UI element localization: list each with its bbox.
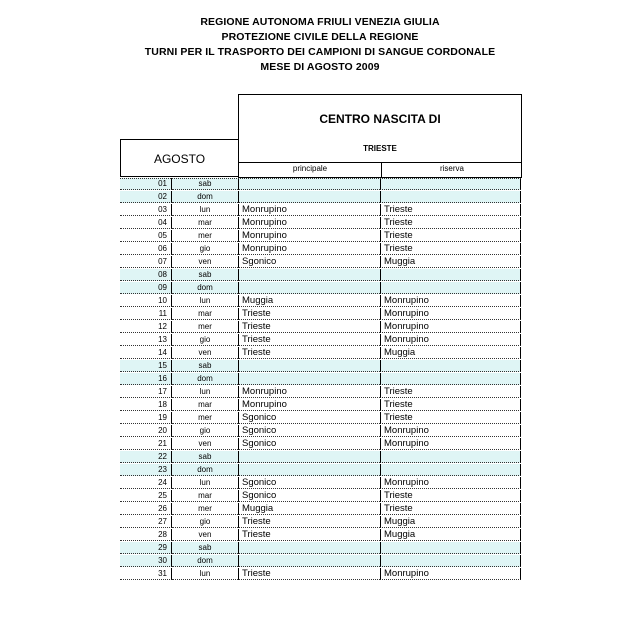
table-row xyxy=(120,217,521,230)
primary-cell: Muggia xyxy=(238,295,380,307)
day-cell: 09 xyxy=(120,282,172,294)
table-row xyxy=(120,490,521,503)
day-cell: 04 xyxy=(120,217,172,229)
reserve-cell: Muggia xyxy=(380,347,521,359)
weekday-cell: ven xyxy=(172,529,238,541)
table-row xyxy=(120,568,521,581)
table-row xyxy=(120,373,521,386)
reserve-cell xyxy=(380,542,521,554)
day-cell: 14 xyxy=(120,347,172,359)
table-row xyxy=(120,425,521,438)
reserve-cell: Trieste xyxy=(380,230,521,242)
weekday-cell: ven xyxy=(172,438,238,450)
reserve-cell xyxy=(380,464,521,476)
weekday-cell: lun xyxy=(172,477,238,489)
table-row xyxy=(120,477,521,490)
primary-cell xyxy=(238,451,380,463)
day-cell: 10 xyxy=(120,295,172,307)
table-row xyxy=(120,347,521,360)
primary-cell xyxy=(238,373,380,385)
header-line-month: MESE DI AGOSTO 2009 xyxy=(260,61,380,73)
day-cell: 18 xyxy=(120,399,172,411)
header-line-title: TURNI PER IL TRASPORTO DEI CAMPIONI DI SANGUE CORDONALE xyxy=(144,46,496,58)
primary-cell: Monrupino xyxy=(238,399,380,411)
reserve-cell xyxy=(380,360,521,372)
primary-cell xyxy=(238,269,380,281)
table-row xyxy=(120,451,521,464)
reserve-cell: Trieste xyxy=(380,503,521,515)
primary-cell: Trieste xyxy=(238,334,380,346)
col-header-reserve: riserva xyxy=(439,164,464,173)
primary-cell: Monrupino xyxy=(238,386,380,398)
table-row xyxy=(120,516,521,529)
primary-cell xyxy=(238,360,380,372)
table-row xyxy=(120,230,521,243)
table-row xyxy=(120,243,521,256)
table-row xyxy=(120,438,521,451)
weekday-cell: ven xyxy=(172,256,238,268)
primary-cell: Monrupino xyxy=(238,217,380,229)
day-cell: 21 xyxy=(120,438,172,450)
primary-cell: Trieste xyxy=(238,308,380,320)
reserve-cell: Monrupino xyxy=(380,295,521,307)
day-cell: 30 xyxy=(120,555,172,567)
weekday-cell: mar xyxy=(172,490,238,502)
primary-cell xyxy=(238,464,380,476)
primary-cell: Monrupino xyxy=(238,230,380,242)
table-row xyxy=(120,308,521,321)
table-row xyxy=(120,555,521,568)
weekday-cell: dom xyxy=(172,464,238,476)
primary-cell: Trieste xyxy=(238,321,380,333)
table-row xyxy=(120,399,521,412)
weekday-cell: gio xyxy=(172,516,238,528)
column-header-row xyxy=(239,162,521,179)
reserve-cell: Monrupino xyxy=(380,477,521,489)
weekday-cell: mer xyxy=(172,321,238,333)
centre-title: CENTRO NASCITA DI xyxy=(319,112,441,126)
weekday-cell: gio xyxy=(172,243,238,255)
reserve-cell: Monrupino xyxy=(380,425,521,437)
weekday-cell: dom xyxy=(172,555,238,567)
reserve-cell: Muggia xyxy=(380,516,521,528)
day-cell: 13 xyxy=(120,334,172,346)
primary-cell: Sgonico xyxy=(238,490,380,502)
weekday-cell: lun xyxy=(172,568,238,580)
centre-header-box xyxy=(238,94,522,178)
weekday-cell: mer xyxy=(172,412,238,424)
reserve-cell xyxy=(380,282,521,294)
day-cell: 03 xyxy=(120,204,172,216)
weekday-cell: gio xyxy=(172,425,238,437)
reserve-cell xyxy=(380,555,521,567)
table-row xyxy=(120,503,521,516)
reserve-cell: Trieste xyxy=(380,386,521,398)
reserve-cell: Muggia xyxy=(380,256,521,268)
table-row xyxy=(120,360,521,373)
table-row xyxy=(120,334,521,347)
weekday-cell: mer xyxy=(172,503,238,515)
weekday-cell: mar xyxy=(172,217,238,229)
reserve-cell: Monrupino xyxy=(380,321,521,333)
centre-name: TRIESTE xyxy=(363,144,397,153)
table-row xyxy=(120,386,521,399)
day-cell: 20 xyxy=(120,425,172,437)
reserve-cell xyxy=(380,451,521,463)
day-cell: 17 xyxy=(120,386,172,398)
table-row xyxy=(120,191,521,204)
month-label: AGOSTO xyxy=(153,152,206,166)
weekday-cell: dom xyxy=(172,282,238,294)
month-label-box xyxy=(120,139,239,177)
day-cell: 02 xyxy=(120,191,172,203)
table-row xyxy=(120,256,521,269)
primary-cell xyxy=(238,282,380,294)
weekday-cell: lun xyxy=(172,295,238,307)
reserve-cell: Muggia xyxy=(380,529,521,541)
primary-cell xyxy=(238,555,380,567)
reserve-cell: Trieste xyxy=(380,490,521,502)
primary-cell: Sgonico xyxy=(238,425,380,437)
day-cell: 01 xyxy=(120,178,172,190)
day-cell: 25 xyxy=(120,490,172,502)
weekday-cell: mar xyxy=(172,399,238,411)
col-header-primary: principale xyxy=(292,164,328,173)
table-row xyxy=(120,464,521,477)
weekday-cell: dom xyxy=(172,191,238,203)
primary-cell: Trieste xyxy=(238,347,380,359)
day-cell: 11 xyxy=(120,308,172,320)
table-row xyxy=(120,412,521,425)
weekday-cell: gio xyxy=(172,334,238,346)
day-cell: 15 xyxy=(120,360,172,372)
weekday-cell: sab xyxy=(172,178,238,190)
primary-cell xyxy=(238,191,380,203)
table-row xyxy=(120,282,521,295)
day-cell: 05 xyxy=(120,230,172,242)
reserve-cell: Monrupino xyxy=(380,438,521,450)
day-cell: 22 xyxy=(120,451,172,463)
reserve-cell: Monrupino xyxy=(380,334,521,346)
primary-cell: Sgonico xyxy=(238,438,380,450)
primary-cell: Monrupino xyxy=(238,243,380,255)
day-cell: 27 xyxy=(120,516,172,528)
weekday-cell: mar xyxy=(172,308,238,320)
weekday-cell: mer xyxy=(172,230,238,242)
weekday-cell: sab xyxy=(172,451,238,463)
weekday-cell: sab xyxy=(172,269,238,281)
reserve-cell: Trieste xyxy=(380,204,521,216)
weekday-cell: ven xyxy=(172,347,238,359)
day-cell: 26 xyxy=(120,503,172,515)
day-cell: 23 xyxy=(120,464,172,476)
primary-cell: Trieste xyxy=(238,516,380,528)
primary-cell xyxy=(238,542,380,554)
day-cell: 24 xyxy=(120,477,172,489)
reserve-cell: Monrupino xyxy=(380,308,521,320)
table-row xyxy=(120,204,521,217)
primary-cell: Trieste xyxy=(238,529,380,541)
weekday-cell: sab xyxy=(172,542,238,554)
reserve-cell: Trieste xyxy=(380,217,521,229)
reserve-cell xyxy=(380,373,521,385)
reserve-cell: Monrupino xyxy=(380,568,521,580)
primary-cell: Sgonico xyxy=(238,256,380,268)
weekday-cell: lun xyxy=(172,204,238,216)
day-cell: 19 xyxy=(120,412,172,424)
day-cell: 29 xyxy=(120,542,172,554)
primary-cell: Muggia xyxy=(238,503,380,515)
table-row xyxy=(120,542,521,555)
primary-cell: Sgonico xyxy=(238,412,380,424)
header-line-civil-protection: PROTEZIONE CIVILE DELLA REGIONE xyxy=(221,31,419,43)
day-cell: 28 xyxy=(120,529,172,541)
reserve-cell xyxy=(380,269,521,281)
table-row xyxy=(120,269,521,282)
primary-cell: Trieste xyxy=(238,568,380,580)
day-cell: 16 xyxy=(120,373,172,385)
day-cell: 08 xyxy=(120,269,172,281)
day-cell: 12 xyxy=(120,321,172,333)
primary-cell: Sgonico xyxy=(238,477,380,489)
day-cell: 31 xyxy=(120,568,172,580)
weekday-cell: sab xyxy=(172,360,238,372)
primary-cell: Monrupino xyxy=(238,204,380,216)
day-cell: 06 xyxy=(120,243,172,255)
reserve-cell xyxy=(380,191,521,203)
reserve-cell: Trieste xyxy=(380,412,521,424)
table-row xyxy=(120,321,521,334)
table-row xyxy=(120,529,521,542)
day-cell: 07 xyxy=(120,256,172,268)
weekday-cell: dom xyxy=(172,373,238,385)
header-line-region: REGIONE AUTONOMA FRIULI VENEZIA GIULIA xyxy=(200,16,440,28)
weekday-cell: lun xyxy=(172,386,238,398)
table-row xyxy=(120,295,521,308)
reserve-cell: Trieste xyxy=(380,399,521,411)
reserve-cell: Trieste xyxy=(380,243,521,255)
table-top-dotted-line xyxy=(120,178,521,181)
